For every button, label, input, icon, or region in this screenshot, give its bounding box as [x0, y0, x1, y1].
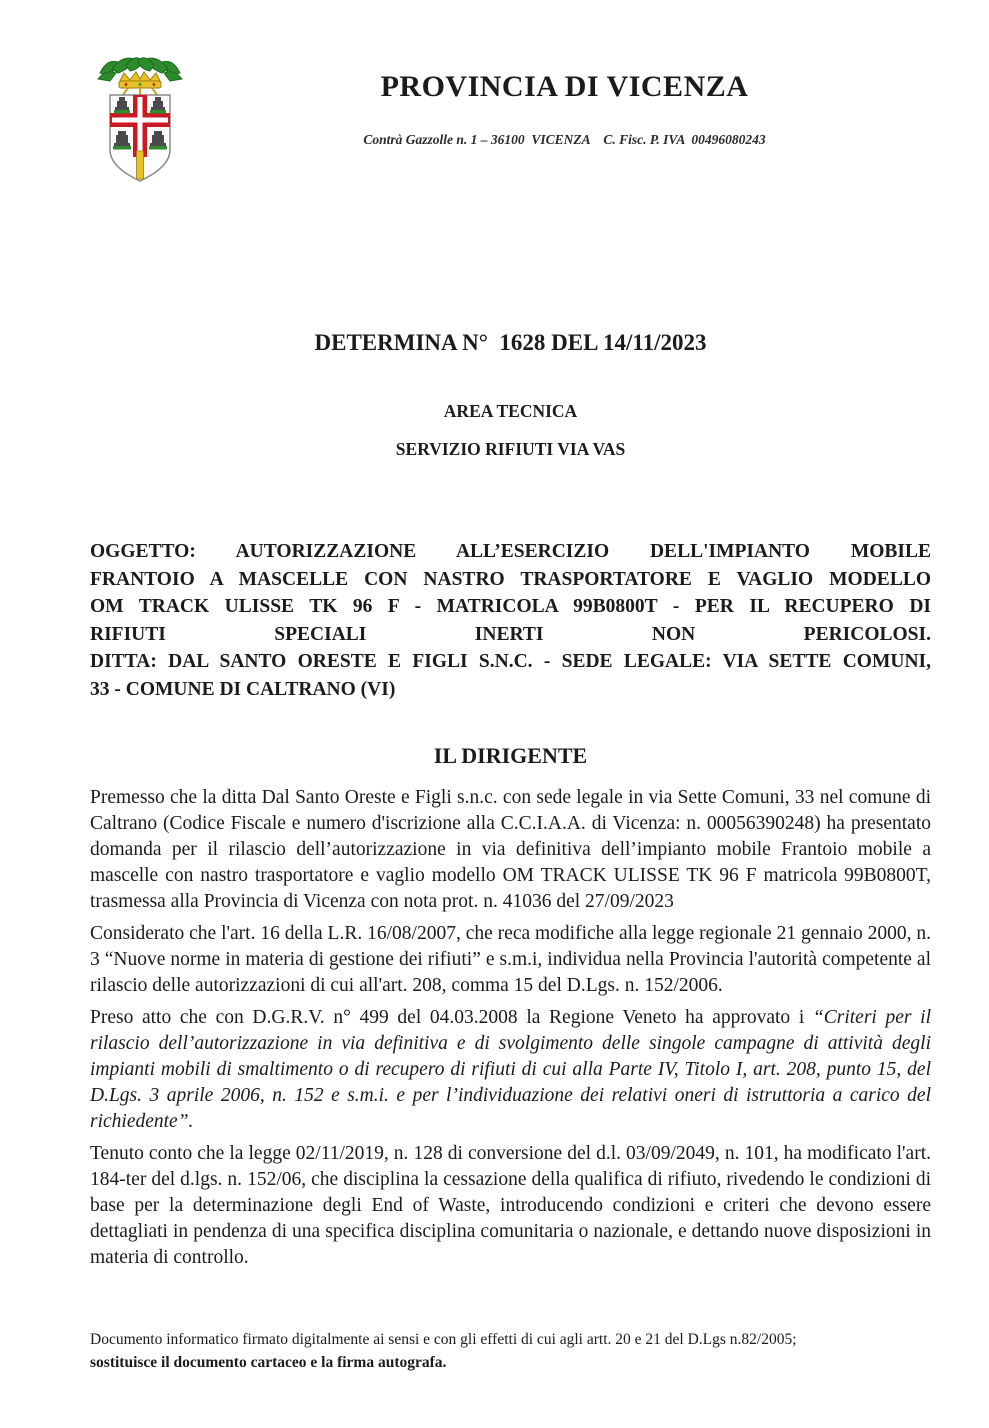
paragraph-preso-atto-quote: “Criteri per il rilascio dell’autorizzazione in via definitiva e di svolgimento delle singole campagne di attività degli impianti mobili di smaltimento o di recupero di rifiuti di cui alla Parte IV, Titolo I, art. 208, punto 15, del D.Lgs. 3 aprile 2006, n. 152 e s.m.i. e per l’individuazione dei relativi oneri di istruttoria a carico del richiedente”. — [90, 1007, 931, 1132]
document-header — [188, 70, 941, 148]
servizio-label: SERVIZIO RIFIUTI VIA VAS — [395, 439, 626, 459]
footer-line-2: sostituisce il documento cartaceo e la firma autografa. — [90, 1354, 447, 1371]
organization-address: Contrà Gazzolle n. 1 – 36100 VICENZA C. Fisc. P. IVA 00496080243 — [363, 132, 766, 147]
dirigente-heading: IL DIRIGENTE — [433, 743, 588, 768]
oggetto-block — [90, 538, 931, 703]
oggetto-line: DITTA: DAL SANTO ORESTE E FIGLI S.N.C. - SEDE LEGALE: VIA SETTE COMUNI, — [90, 651, 931, 672]
paragraph-preso-atto — [90, 1005, 931, 1135]
footer-line-1: Documento informatico firmato digitalmente ai sensi e con gli effetti di cui agli artt. 20 e 21 del D.Lgs n.82/2005; — [90, 1331, 797, 1348]
paragraph-considerato: Considerato che l'art. 16 della L.R. 16/08/2007, che reca modifiche alla legge regionale 21 gennaio 2000, n. 3 “Nuove norme in materia di gestione dei rifiuti” e s.m.i, individua nella Provincia l'autorità competente al rilascio delle autorizzazioni di cui all'art. 208, comma 15 del D.Lgs. n. 152/2006. — [90, 923, 931, 996]
coat-of-arms-icon — [90, 55, 190, 187]
paragraph-preso-atto-lead: Preso atto che con D.G.R.V. n° 499 del 04.03.2008 la Regione Veneto ha approvato i — [90, 1007, 813, 1028]
provincia-coat-of-arms-logo — [90, 55, 190, 187]
digital-signature-footer — [90, 1328, 931, 1374]
organization-title: PROVINCIA DI VICENZA — [380, 70, 749, 103]
paragraph-premesso: Premesso che la ditta Dal Santo Oreste e Figli s.n.c. con sede legale in via Sette Comuni, 33 nel comune di Caltrano (Codice Fiscale e numero d'iscrizione alla C.C.I.A.A. di Vicenza: n. 00056390248) ha presentato domanda per il rilascio dell’autorizzazione in via definitiva dell’impianto mobile Frantoio mobile a mascelle con nastro trasportatore e vaglio modello OM TRACK ULISSE TK 96 F matricola 99B0800T, trasmessa alla Provincia di Vicenza con nota prot. n. 41036 del 27/09/2023 — [90, 787, 931, 912]
determina-number-title: DETERMINA N° 1628 DEL 14/11/2023 — [314, 330, 707, 355]
oggetto-line: 33 - COMUNE DI CALTRANO (VI) — [90, 678, 396, 700]
oggetto-line: OGGETTO: AUTORIZZAZIONE ALL’ESERCIZIO DELL'IMPIANTO MOBILE — [90, 541, 931, 562]
paragraph-tenuto-conto: Tenuto conto che la legge 02/11/2019, n. 128 di conversione del d.l. 03/09/2049, n. 101, ha modificato l'art. 184-ter del d.lgs. n. 152/06, che disciplina la cessazione della qualifica di rifiuto, rivedendo le condizioni di base per la determinazione degli End of Waste, introducendo condizioni e criteri che devono essere dettagliati in pendenza di una specifica disciplina comunitaria o nazionale, e dettando nuove disposizioni in materia di controllo. — [90, 1143, 931, 1268]
document-body — [90, 785, 931, 1277]
oggetto-line: FRANTOIO A MASCELLE CON NASTRO TRASPORTATORE E VAGLIO MODELLO — [90, 568, 931, 590]
area-label: AREA TECNICA — [443, 401, 578, 421]
oggetto-line: OM TRACK ULISSE TK 96 F - MATRICOLA 99B0800T - PER IL RECUPERO DI — [90, 596, 931, 617]
oggetto-line: RIFIUTI SPECIALI INERTI NON PERICOLOSI. — [90, 623, 931, 645]
